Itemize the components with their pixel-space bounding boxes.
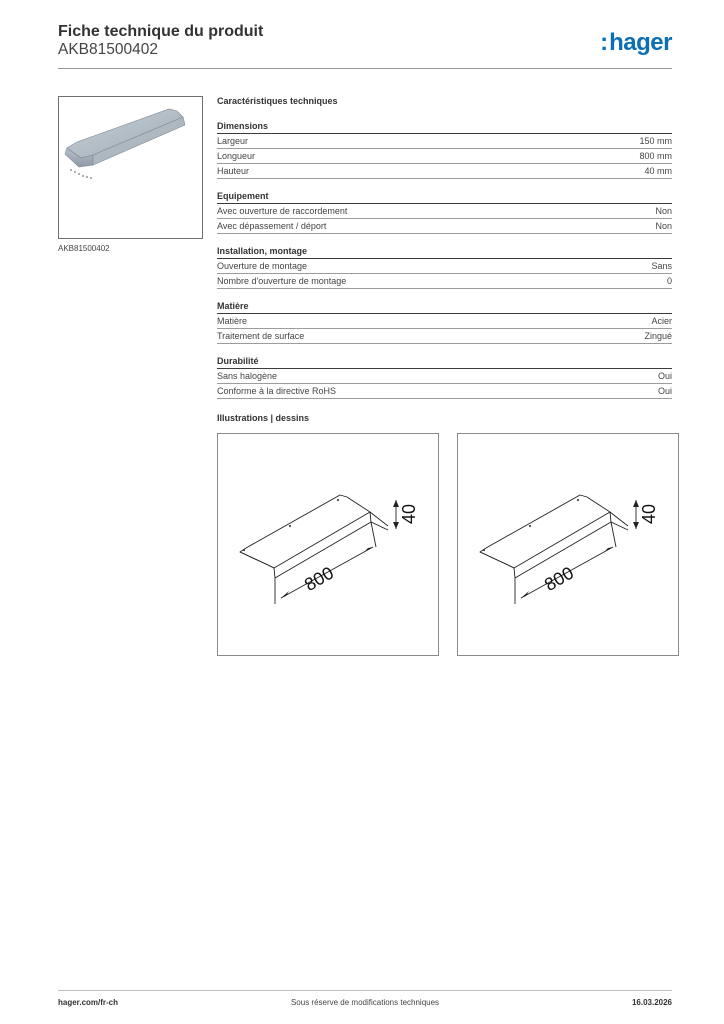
spec-row [217, 219, 672, 234]
header [58, 22, 672, 69]
logo-text: hager [609, 29, 672, 56]
spec-value: Acier [651, 316, 672, 326]
spec-value: Sans [651, 261, 672, 271]
dimension-drawing [457, 433, 679, 656]
spec-row [217, 149, 672, 164]
footer-notice: Sous réserve de modifications techniques [290, 998, 440, 1007]
spec-row [217, 274, 672, 289]
spec-value: Zingué [644, 331, 672, 341]
product-image [58, 96, 203, 239]
spec-value: Non [655, 221, 672, 231]
spec-value: 0 [666, 276, 672, 286]
spec-group-title: Equipement [217, 191, 672, 204]
dimension-drawing [217, 433, 439, 656]
spec-label: Nombre d'ouverture de montage [217, 276, 347, 286]
spec-label: Avec dépassement / déport [217, 221, 327, 231]
footer [58, 998, 672, 1010]
spec-label: Conforme à la directive RoHS [217, 386, 337, 396]
spec-value: Non [655, 206, 672, 216]
footer-date: 16.03.2026 [631, 998, 672, 1007]
product-reference: AKB81500402 [58, 41, 158, 58]
cover-dimension-drawing-icon [218, 434, 438, 655]
spec-label: Largeur [217, 136, 249, 146]
spec-row [217, 369, 672, 384]
spec-label: Ouverture de montage [217, 261, 308, 271]
header-divider [58, 68, 672, 69]
spec-label: Traitement de surface [217, 331, 305, 341]
spec-label: Longueur [217, 151, 256, 161]
page-title: Fiche technique du produit [58, 23, 264, 40]
spec-group-title: Matière [217, 301, 672, 314]
spec-group-equipement [217, 191, 672, 234]
spec-row [217, 134, 672, 149]
length-dimension-label: 800 [300, 562, 338, 595]
spec-group-dimensions [217, 121, 672, 179]
spec-row [217, 329, 672, 344]
spec-label: Matière [217, 316, 248, 326]
specs-heading: Caractéristiques techniques [217, 96, 338, 106]
height-dimension-label: 40 [639, 503, 659, 525]
footer-website-link[interactable]: hager.com/fr-ch [58, 998, 119, 1007]
logo-colon: : [600, 29, 609, 56]
spec-row [217, 314, 672, 329]
spec-value: 800 mm [639, 151, 672, 161]
spec-label: Hauteur [217, 166, 250, 176]
hager-logo[interactable] [600, 31, 672, 55]
spec-group-matiere [217, 301, 672, 344]
spec-group-title: Dimensions [217, 121, 672, 134]
spec-value: 150 mm [639, 136, 672, 146]
spec-group-installation [217, 246, 672, 289]
spec-group-title: Installation, montage [217, 246, 672, 259]
product-image-caption: AKB81500402 [58, 244, 110, 253]
spec-row [217, 259, 672, 274]
spec-value: 40 mm [644, 166, 672, 176]
length-dimension-label: 800 [540, 562, 578, 595]
spec-value: Oui [657, 371, 672, 381]
spec-row [217, 164, 672, 179]
spec-group-durabilite [217, 356, 672, 399]
cover-dimension-drawing-icon [458, 434, 678, 655]
footer-divider [58, 990, 672, 991]
spec-value: Oui [657, 386, 672, 396]
illustrations-heading: Illustrations | dessins [217, 413, 310, 423]
spec-row [217, 384, 672, 399]
cover-profile-icon [59, 97, 202, 238]
spec-row [217, 204, 672, 219]
spec-group-title: Durabilité [217, 356, 672, 369]
technical-specs [217, 96, 672, 411]
height-dimension-label: 40 [399, 503, 419, 525]
spec-label: Sans halogène [217, 371, 278, 381]
spec-label: Avec ouverture de raccordement [217, 206, 348, 216]
